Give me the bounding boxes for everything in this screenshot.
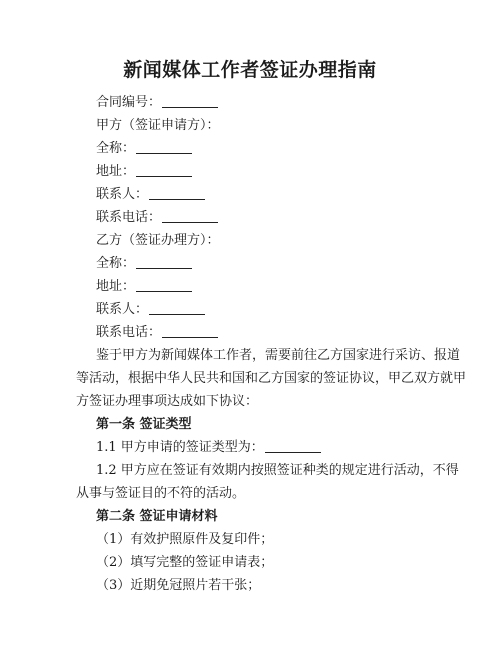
article-1-item-1-1 bbox=[96, 439, 321, 457]
party-a-full-name-line bbox=[96, 140, 192, 158]
contract-number-blank[interactable] bbox=[162, 94, 218, 108]
article-1-item-1-2-line: 1.2 甲方应在签证有效期内按照签证种类的规定进行活动，不得 bbox=[96, 463, 459, 478]
party-a-phone-blank[interactable] bbox=[162, 209, 218, 223]
preamble-line: 鉴于甲方为新闻媒体工作者，需要前往乙方国家进行采访、报道 bbox=[96, 348, 461, 363]
party-b-heading: 乙方（签证办理方）： bbox=[96, 233, 220, 248]
party-a-phone-label: 联系电话： bbox=[96, 210, 162, 225]
preamble-line: 等活动，根据中华人民共和国和乙方国家的签证协议，甲乙双方就甲 bbox=[76, 371, 467, 386]
party-b-contact-line bbox=[96, 301, 205, 319]
article-2-list-item: （3）近期免冠照片若干张； bbox=[96, 578, 261, 593]
article-2-list-item: （2）填写完整的签证申请表； bbox=[96, 555, 274, 570]
article-1-item-1-2-line: 从事与签证目的不符的活动。 bbox=[76, 486, 246, 501]
party-a-full-name-blank[interactable] bbox=[136, 140, 192, 154]
party-b-address-line bbox=[96, 278, 192, 296]
party-b-address-blank[interactable] bbox=[136, 278, 192, 292]
party-b-full-name-line bbox=[96, 255, 192, 273]
preamble-line: 方签证办理事项达成如下协议： bbox=[76, 394, 259, 409]
party-b-contact-label: 联系人： bbox=[96, 302, 149, 317]
visa-type-label: 1.1 甲方申请的签证类型为： bbox=[96, 440, 264, 455]
visa-type-blank[interactable] bbox=[265, 439, 321, 453]
party-a-heading: 甲方（签证申请方）： bbox=[96, 118, 220, 133]
party-a-contact-line bbox=[96, 186, 205, 204]
party-b-phone-blank[interactable] bbox=[162, 324, 218, 338]
party-b-address-label: 地址： bbox=[96, 279, 136, 294]
party-a-phone-line bbox=[96, 209, 218, 227]
article-1-heading: 第一条 签证类型 bbox=[96, 417, 192, 432]
party-a-address-line bbox=[96, 163, 192, 181]
party-a-address-label: 地址： bbox=[96, 164, 136, 179]
party-b-contact-blank[interactable] bbox=[149, 301, 205, 315]
contract-number-line bbox=[96, 94, 218, 112]
article-2-heading: 第二条 签证申请材料 bbox=[96, 509, 218, 524]
party-b-full-name-label: 全称： bbox=[96, 256, 136, 271]
party-b-full-name-blank[interactable] bbox=[136, 255, 192, 269]
party-a-full-name-label: 全称： bbox=[96, 141, 136, 156]
article-2-list-item: （1）有效护照原件及复印件； bbox=[96, 532, 274, 547]
party-a-address-blank[interactable] bbox=[136, 163, 192, 177]
party-b-phone-label: 联系电话： bbox=[96, 325, 162, 340]
party-b-phone-line bbox=[96, 324, 218, 342]
contract-number-label: 合同编号： bbox=[96, 95, 162, 110]
document-title: 新闻媒体工作者签证办理指南 bbox=[123, 59, 377, 81]
party-a-contact-label: 联系人： bbox=[96, 187, 149, 202]
party-a-contact-blank[interactable] bbox=[149, 186, 205, 200]
